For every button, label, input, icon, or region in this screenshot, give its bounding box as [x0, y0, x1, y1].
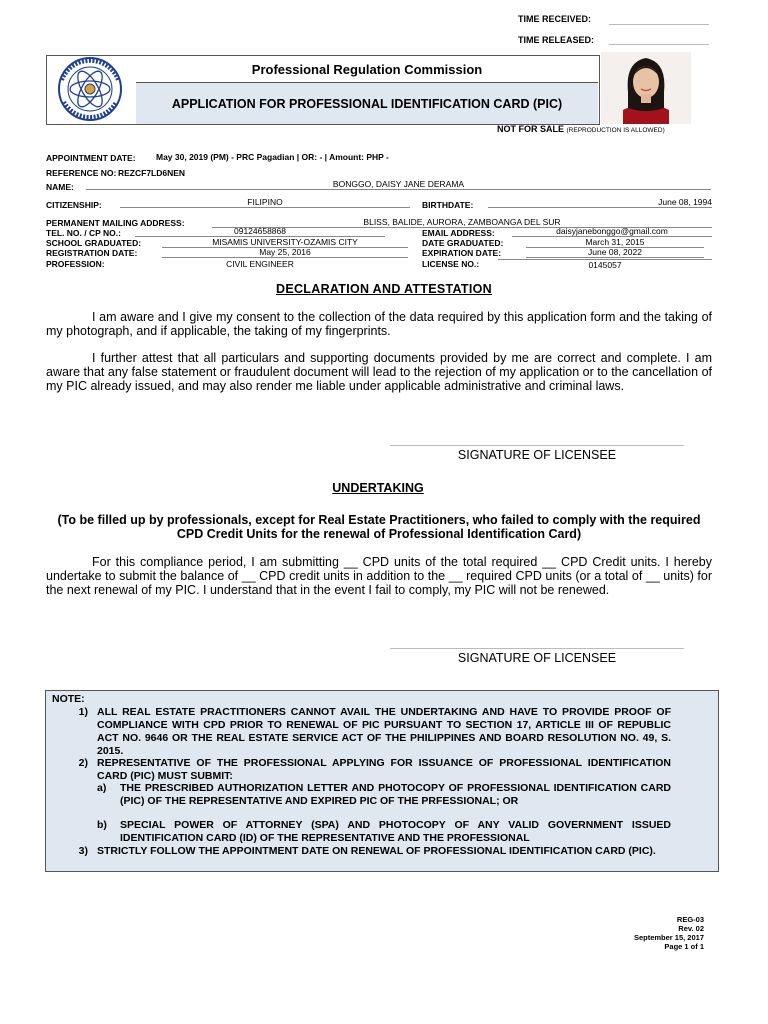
- note-label: NOTE:: [52, 693, 85, 705]
- note-3-text: STRICTLY FOLLOW THE APPOINTMENT DATE ON RENEWAL OF PROFESSIONAL IDENTIFICATION CARD (PIC).: [97, 845, 656, 857]
- name-label: NAME:: [46, 182, 74, 192]
- undertaking-signature-line[interactable]: [390, 648, 684, 649]
- undertaking-subheading: (To be filled up by professionals, except for Real Estate Practitioners, who failed to comply with the required CPD Credit Units for the renewal of Professional Identification Card): [57, 513, 701, 541]
- time-released-label: TIME RELEASED:: [518, 35, 595, 45]
- declaration-paragraph-1: I am aware and I give my consent to the collection of the data required by this application form and the taking of my photograph, and if applicable, the taking of my fingerprints.: [46, 310, 712, 338]
- footer-form-info: [560, 915, 704, 951]
- license-no-value: 0145057: [498, 259, 712, 270]
- note-2b-number: b): [97, 819, 107, 831]
- undertaking-heading: UNDERTAKING: [332, 481, 424, 495]
- reference-no-value: REZCF7LD6NEN: [118, 168, 186, 178]
- name-value: BONGGO, DAISY JANE DERAMA: [86, 179, 711, 190]
- note-1-text: ALL REAL ESTATE PRACTITIONERS CANNOT AVAIL THE UNDERTAKING AND HAVE TO PROVIDE PROOF OF COMPLIANCE WITH CPD PRIOR TO RENEWAL OF PIC PURSUANT TO SECTION 17, ARTICLE III OF REPUBLIC ACT NO. 9646 OR THE REAL ESTATE SERVICE ACT OF THE PHILIPPINES AND BOARD RESOLUTION NO. 49, S. 2015.: [97, 706, 671, 757]
- address-label: PERMANENT MAILING ADDRESS:: [46, 218, 185, 228]
- undertaking-signature-label: SIGNATURE OF LICENSEE: [457, 651, 617, 665]
- note-2-number: 2): [78, 757, 88, 769]
- note-2b-text: SPECIAL POWER OF ATTORNEY (SPA) AND PHOTOCOPY OF ANY VALID GOVERNMENT ISSUED IDENTIFICATION CARD (ID) OF THE REPRESENTATIVE AND THE PROFESSIONAL: [120, 819, 671, 844]
- registration-date-label: REGISTRATION DATE:: [46, 248, 138, 258]
- footer-date: September 15, 2017: [633, 933, 704, 942]
- birthdate-value: June 08, 1994: [488, 197, 712, 208]
- expiration-date-label: EXPIRATION DATE:: [422, 248, 502, 258]
- citizenship-value: FILIPINO: [120, 197, 410, 208]
- note-3-number: 3): [78, 845, 88, 857]
- declaration-signature-line[interactable]: [390, 445, 684, 446]
- note-2a-number: a): [97, 782, 107, 794]
- form-title: APPLICATION FOR PROFESSIONAL IDENTIFICATION CARD (PIC): [136, 82, 598, 124]
- note-2-text: REPRESENTATIVE OF THE PROFESSIONAL APPLYING FOR ISSUANCE OF PROFESSIONAL IDENTIFICATION CARD (PIC) MUST SUBMIT:: [97, 757, 671, 782]
- time-released-field[interactable]: [609, 34, 709, 45]
- declaration-signature-label: SIGNATURE OF LICENSEE: [457, 448, 617, 462]
- agency-name: Professional Regulation Commission: [251, 61, 483, 77]
- time-received-label: TIME RECEIVED:: [518, 14, 592, 24]
- appointment-date-label: APPOINTMENT DATE:: [46, 153, 136, 163]
- tel-label: TEL. NO. / CP NO.:: [46, 228, 121, 238]
- time-received-field[interactable]: [609, 14, 709, 25]
- appointment-date-value: May 30, 2019 (PM) - PRC Pagadian | OR: - | Amount: PHP -: [156, 152, 389, 162]
- applicant-photo: [601, 52, 691, 124]
- profession-value: CIVIL ENGINEER: [226, 259, 294, 269]
- profession-label: PROFESSION:: [46, 259, 105, 269]
- footer-rev: Rev. 02: [678, 924, 704, 933]
- school-label: SCHOOL GRADUATED:: [46, 238, 142, 248]
- school-value: MISAMIS UNIVERSITY-OZAMIS CITY: [162, 237, 408, 248]
- address-value: BLISS, BALIDE, AURORA, ZAMBOANGA DEL SUR: [212, 217, 712, 228]
- declaration-paragraph-2: I further attest that all particulars and supporting documents provided by me are correct and complete. I am aware that any false statement or fraudulent document will lead to the rejection of my application or to the cancellation of my PIC already issued, and may also render me liable under applicable administrative and criminal laws.: [46, 351, 712, 393]
- license-no-label: LICENSE NO.:: [422, 259, 480, 269]
- undertaking-paragraph: For this compliance period, I am submitting __ CPD units of the total required __ CPD Credit units. I hereby undertake to submit the balance of __ CPD credit units in addition to the __ required CPD units (or a total of __ units) for the next renewal of my PIC. I understand that in the event I fail to comply, my PIC will not be renewed.: [46, 555, 712, 597]
- citizenship-label: CITIZENSHIP:: [46, 200, 102, 210]
- not-for-sale: NOT FOR SALE (REPRODUCTION IS ALLOWED): [497, 124, 665, 134]
- date-graduated-value: March 31, 2015: [526, 237, 704, 248]
- declaration-heading: DECLARATION AND ATTESTATION: [276, 282, 492, 296]
- email-label: EMAIL ADDRESS:: [422, 228, 495, 238]
- footer-page: Page 1 of 1: [664, 942, 704, 951]
- birthdate-label: BIRTHDATE:: [422, 200, 474, 210]
- prc-seal-logo: [48, 56, 132, 122]
- expiration-date-value: June 08, 2022: [526, 247, 704, 258]
- reference-no-label: REFERENCE NO:: [46, 168, 117, 178]
- note-1-number: 1): [78, 706, 88, 718]
- footer-code: REG-03: [676, 915, 704, 924]
- email-value: daisyjanebonggo@gmail.com: [512, 226, 712, 237]
- date-graduated-label: DATE GRADUATED:: [422, 238, 504, 248]
- registration-date-value: May 25, 2016: [162, 247, 408, 258]
- note-2a-text: THE PRESCRIBED AUTHORIZATION LETTER AND PHOTOCOPY OF PROFESSIONAL IDENTIFICATION CARD (PIC) OF THE REPRESENTATIVE AND EXPIRED PIC OF THE PRFESSIONAL; OR: [120, 782, 671, 807]
- tel-value: 09124658868: [135, 226, 385, 237]
